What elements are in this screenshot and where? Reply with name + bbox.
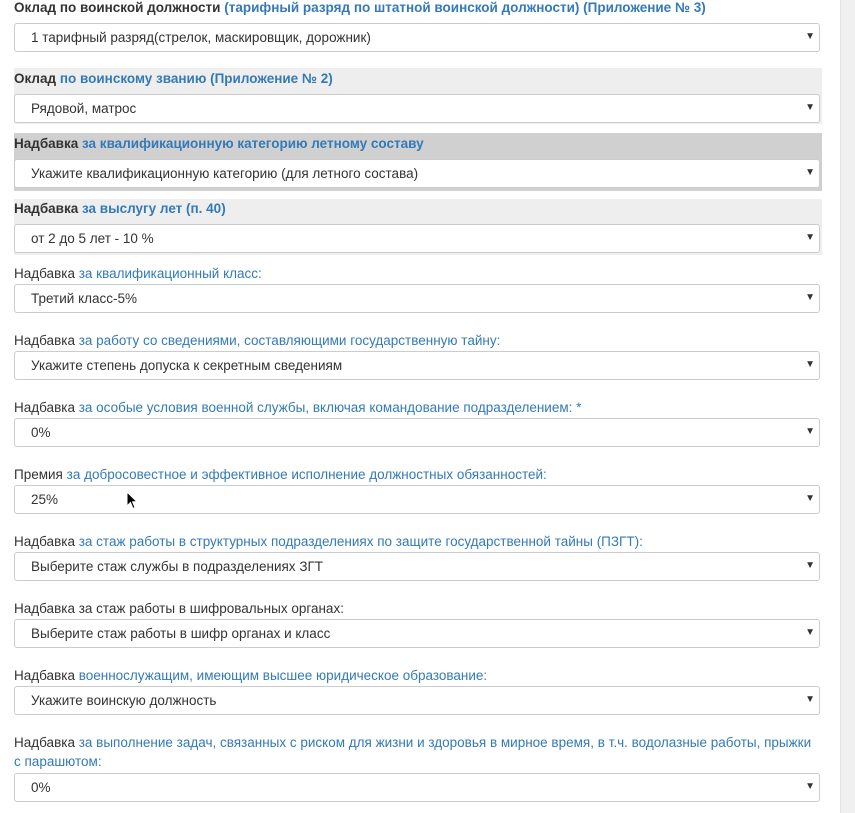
label-link[interactable]: (тарифный разряд по штатной воинской должности) (Приложение № 3) — [224, 0, 706, 15]
label-prefix: Надбавка за стаж работы в шифровальных органах: — [14, 601, 344, 616]
select-value: Выберите стаж службы в подразделениях ЗГТ — [31, 559, 324, 574]
label-link[interactable]: за выполнение задач, связанных с риском для жизни и здоровья в мирное время, в т.ч. водолазные работы, прыжки с парашютом: — [14, 735, 812, 769]
label-qualification-class — [14, 264, 262, 283]
label-prefix: Оклад по воинской должности — [14, 0, 221, 15]
select-value: 1 тарифный разряд(стрелок, маскировщик, дорожник) — [31, 30, 371, 45]
label-link[interactable]: за добросовестное и эффективное исполнение должностных обязанностей: — [66, 467, 547, 482]
label-link[interactable]: за квалификационную категорию летному составу — [82, 136, 424, 151]
select-special-conditions[interactable] — [14, 418, 820, 447]
label-pzgt — [14, 532, 643, 551]
select-qualification-class[interactable] — [14, 284, 820, 313]
label-risk — [14, 733, 814, 771]
label-prefix: Надбавка — [14, 201, 79, 216]
label-prefix: Премия — [14, 467, 63, 482]
caret-down-icon: ▼ — [805, 426, 815, 437]
label-link[interactable]: за квалификационный класс: — [78, 266, 262, 281]
select-length-of-service[interactable] — [14, 224, 820, 253]
select-value: Выберите стаж работы в шифр органах и класс — [31, 626, 331, 641]
caret-down-icon: ▼ — [805, 694, 815, 705]
select-value: Третий класс-5% — [31, 291, 138, 306]
caret-down-icon: ▼ — [805, 292, 815, 303]
select-legal-education[interactable] — [14, 686, 820, 715]
caret-down-icon: ▼ — [805, 102, 815, 113]
label-link[interactable]: за особые условия военной службы, включая командование подразделением: * — [78, 400, 582, 415]
label-special-conditions — [14, 398, 581, 417]
label-bonus — [14, 465, 547, 484]
scrollbar[interactable] — [840, 0, 855, 813]
label-prefix: Надбавка — [14, 333, 75, 348]
label-link[interactable]: по воинскому званию (Приложение № 2) — [59, 71, 333, 86]
label-link[interactable]: за выслугу лет (п. 40) — [82, 201, 226, 216]
select-rank-salary[interactable] — [14, 94, 820, 123]
caret-down-icon: ▼ — [805, 31, 815, 42]
select-value: Укажите воинскую должность — [31, 693, 217, 708]
select-flight-category[interactable] — [14, 159, 820, 188]
label-length-of-service — [14, 199, 226, 218]
caret-down-icon: ▼ — [805, 167, 815, 178]
select-state-secret[interactable] — [14, 351, 820, 380]
select-pzgt[interactable] — [14, 552, 820, 581]
select-value: Укажите квалификационную категорию (для летного состава) — [31, 166, 419, 181]
label-prefix: Надбавка — [14, 668, 75, 683]
caret-down-icon: ▼ — [805, 359, 815, 370]
caret-down-icon: ▼ — [805, 781, 815, 792]
label-prefix: Надбавка — [14, 136, 79, 151]
label-prefix: Надбавка — [14, 400, 75, 415]
label-rank-salary — [14, 69, 333, 88]
label-link[interactable]: за стаж работы в структурных подразделениях по защите государственной тайны (ПЗГТ): — [78, 534, 643, 549]
caret-down-icon: ▼ — [805, 627, 815, 638]
select-value: Рядовой, матрос — [31, 101, 137, 116]
select-position-salary[interactable] — [14, 23, 820, 52]
select-value: 0% — [31, 780, 51, 795]
label-legal-education — [14, 666, 487, 685]
select-value: 0% — [31, 425, 51, 440]
label-prefix: Оклад — [14, 71, 57, 86]
label-prefix: Надбавка — [14, 266, 75, 281]
label-link[interactable]: за работу со сведениями, составляющими государственную тайну: — [78, 333, 501, 348]
label-position-salary — [14, 0, 706, 17]
label-prefix: Надбавка — [14, 735, 75, 750]
select-risk[interactable] — [14, 773, 820, 802]
select-value: от 2 до 5 лет - 10 % — [31, 231, 154, 246]
select-value: 25% — [31, 492, 59, 507]
select-value: Укажите степень допуска к секретным сведениям — [31, 358, 343, 373]
mouse-pointer-icon — [126, 491, 138, 510]
label-link[interactable]: военнослужащим, имеющим высшее юридическое образование: — [78, 668, 488, 683]
label-flight-category — [14, 134, 424, 153]
label-cipher — [14, 599, 344, 618]
caret-down-icon: ▼ — [805, 232, 815, 243]
label-prefix: Надбавка — [14, 534, 75, 549]
select-cipher[interactable] — [14, 619, 820, 648]
caret-down-icon: ▼ — [805, 493, 815, 504]
label-state-secret — [14, 331, 500, 350]
caret-down-icon: ▼ — [805, 560, 815, 571]
